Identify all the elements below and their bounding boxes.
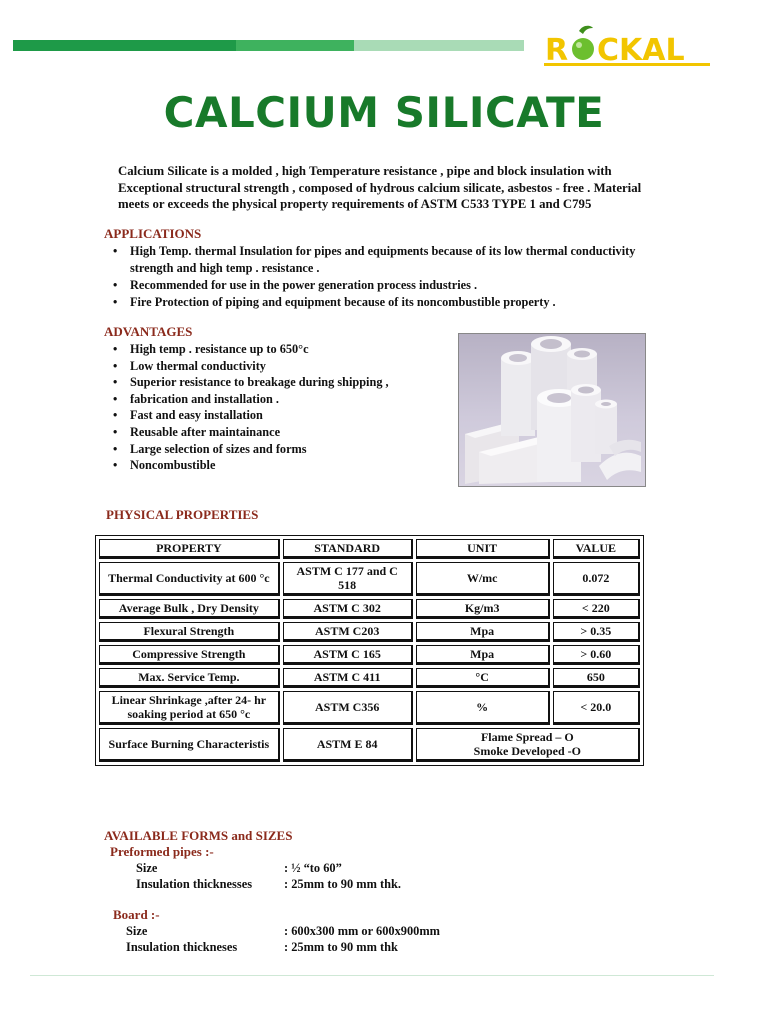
list-item <box>108 294 635 311</box>
board-heading: Board :- <box>113 907 160 922</box>
value-cell: > 0.60 <box>553 645 640 665</box>
pipe-size-value: : ½ “to 60” <box>284 861 342 875</box>
board-size-value: : 600x300 mm or 600x900mm <box>284 924 441 938</box>
standard-cell: ASTM C356 <box>283 691 413 725</box>
intro-line: meets or exceeds the physical property requirements of ASTM C533 TYPE 1 and C795 <box>118 197 592 211</box>
table-row <box>99 645 640 665</box>
unit-cell: °C <box>416 668 550 688</box>
rockal-logo <box>543 22 711 72</box>
intro-line: Exceptional structural strength , composed of hydrous calcium silicate, asbestos - free . Material <box>118 180 642 195</box>
available-forms-heading: AVAILABLE FORMS and SIZES <box>104 828 293 843</box>
smoke-developed-text: Smoke Developed -O <box>473 744 581 758</box>
board-size-label: Size <box>126 924 148 938</box>
list-item: • Noncombustible <box>108 457 389 474</box>
advantages-heading: ADVANTAGES <box>104 324 193 339</box>
table-row <box>99 668 640 688</box>
physical-properties-heading: PHYSICAL PROPERTIES <box>106 507 259 522</box>
product-photo <box>458 333 646 487</box>
logo-letters-ckal: CKAL <box>597 33 685 68</box>
list-item <box>108 277 635 294</box>
applications-list <box>108 243 635 311</box>
property-cell: Average Bulk , Dry Density <box>99 599 280 619</box>
standard-cell: ASTM C 165 <box>283 645 413 665</box>
board-thickness-value: : 25mm to 90 mm thk <box>284 940 398 954</box>
list-item: • Reusable after maintainance <box>108 424 389 441</box>
combined-value-cell <box>416 728 640 762</box>
standard-cell: ASTM C 302 <box>283 599 413 619</box>
standard-cell: ASTM C203 <box>283 622 413 642</box>
column-header: VALUE <box>553 539 640 559</box>
pipe-thickness-label: Insulation thicknesses <box>136 877 253 891</box>
list-item-line: • High Temp. thermal Insulation for pipes and equipments because of its low thermal conductivity <box>130 244 636 258</box>
board-thickness-label: Insulation thickneses <box>126 940 238 954</box>
preformed-pipes-heading: Preformed pipes :- <box>110 844 214 859</box>
value-cell: 0.072 <box>553 562 640 596</box>
list-item <box>108 243 635 277</box>
unit-cell: W/mc <box>416 562 550 596</box>
table-header-row <box>99 539 640 559</box>
list-item: • High temp . resistance up to 650°c <box>108 341 389 358</box>
unit-cell: Mpa <box>416 622 550 642</box>
property-cell: Thermal Conductivity at 600 °c <box>99 562 280 596</box>
value-cell: > 0.35 <box>553 622 640 642</box>
standard-cell: ASTM E 84 <box>283 728 413 762</box>
value-cell: < 20.0 <box>553 691 640 725</box>
physical-properties-table <box>95 535 644 766</box>
header-bar-dark <box>13 40 236 51</box>
list-item: • Low thermal conductivity <box>108 358 389 375</box>
page-title: CALCIUM SILICATE <box>163 88 605 137</box>
intro-line: Calcium Silicate is a molded , high Temperature resistance , pipe and block insulation with <box>118 164 612 178</box>
flame-spread-text: Flame Spread – O <box>480 730 574 744</box>
value-cell: 650 <box>553 668 640 688</box>
value-cell: < 220 <box>553 599 640 619</box>
column-header: PROPERTY <box>99 539 280 559</box>
header-bar-mid <box>236 40 354 51</box>
applications-heading: APPLICATIONS <box>104 226 202 241</box>
standard-cell: ASTM C 177 and C 518 <box>283 562 413 596</box>
property-cell: Linear Shrinkage ,after 24- hr soaking period at 650 °c <box>99 691 280 725</box>
column-header: UNIT <box>416 539 550 559</box>
unit-cell: Kg/m3 <box>416 599 550 619</box>
list-item: • fabrication and installation . <box>108 391 389 408</box>
unit-cell: % <box>416 691 550 725</box>
table-row <box>99 622 640 642</box>
pipe-size-label: Size <box>136 861 158 875</box>
standard-cell: ASTM C 411 <box>283 668 413 688</box>
table-row <box>99 691 640 725</box>
unit-cell: Mpa <box>416 645 550 665</box>
table-row <box>99 599 640 619</box>
intro-paragraph <box>118 163 678 213</box>
table-row <box>99 728 640 762</box>
footer-divider <box>30 975 714 976</box>
list-item: • Large selection of sizes and forms <box>108 441 389 458</box>
property-cell: Flexural Strength <box>99 622 280 642</box>
column-header: STANDARD <box>283 539 413 559</box>
pipe-thickness-value: : 25mm to 90 mm thk. <box>284 877 402 891</box>
list-item-line: • Recommended for use in the power generation process industries . <box>130 278 478 292</box>
list-item-line: • Fire Protection of piping and equipment because of its noncombustible property . <box>130 295 556 309</box>
logo-letter-r: R <box>545 33 569 68</box>
property-cell: Max. Service Temp. <box>99 668 280 688</box>
advantages-list <box>108 341 389 474</box>
property-cell: Surface Burning Characteristis <box>99 728 280 762</box>
table-row <box>99 562 640 596</box>
list-item: • Fast and easy installation <box>108 407 389 424</box>
property-cell: Compressive Strength <box>99 645 280 665</box>
header-bar-light <box>354 40 524 51</box>
list-item: • Superior resistance to breakage during shipping , <box>108 374 389 391</box>
list-item-line: strength and high temp . resistance . <box>130 261 320 275</box>
